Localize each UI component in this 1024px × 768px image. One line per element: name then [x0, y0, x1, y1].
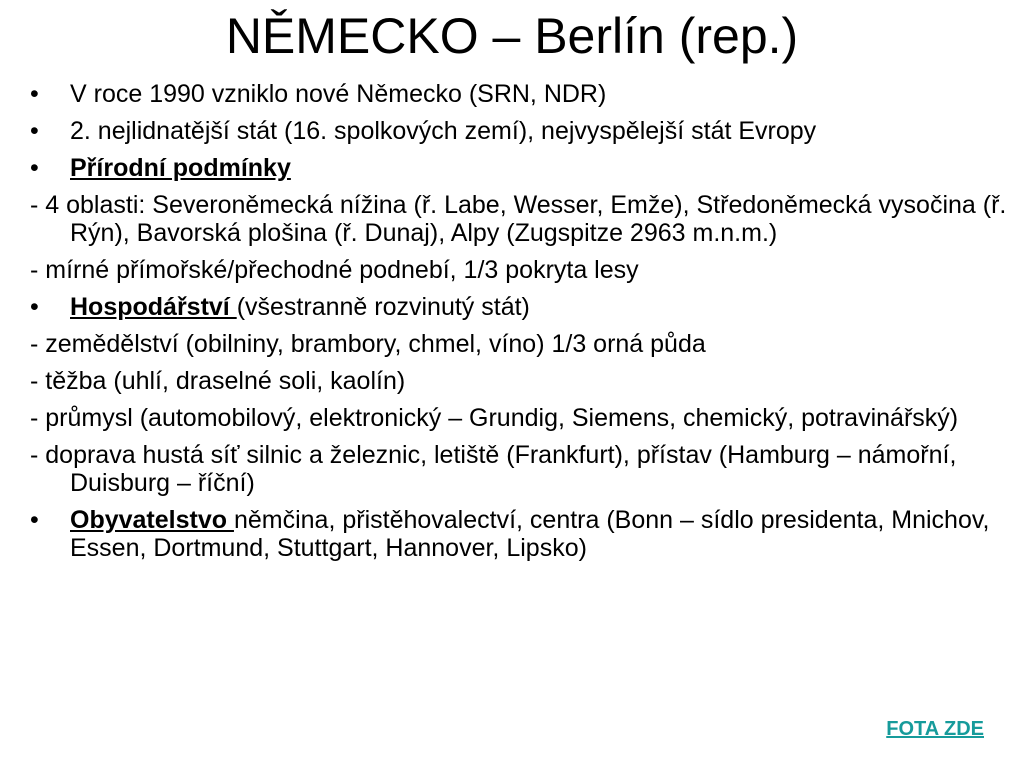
dash-item: - mírné přímořské/přechodné podnebí, 1/3 pokryta lesy [30, 256, 639, 284]
bullet-text: V roce 1990 vzniklo nové Německo (SRN, NDR) [70, 80, 607, 108]
bullet-text: němčina, přistěhovalectví, centra (Bonn – sídlo presidenta, Mnichov, Essen, Dortmund, Stuttgart, Hannover, Lipsko) [70, 506, 990, 562]
photos-link[interactable]: FOTA ZDE [886, 718, 984, 740]
dash-item: - průmysl (automobilový, elektronický – Grundig, Siemens, chemický, potravinářský) [30, 404, 959, 432]
dash-item: - těžba (uhlí, draselné soli, kaolín) [30, 367, 406, 395]
bullet-text: (všestranně rozvinutý stát) [236, 293, 530, 321]
bullet-item [30, 506, 1010, 562]
dash-item: - zemědělství (obilniny, brambory, chmel, víno) 1/3 orná půda [30, 330, 706, 358]
bullet-text: 2. nejlidnatější stát (16. spolkových zemí), nejvyspělejší stát Evropy [70, 117, 817, 145]
bullet-marker: • [30, 293, 39, 321]
bullet-item [30, 117, 1010, 145]
slide-content [30, 80, 1010, 571]
section-heading-obyvatelstvo: Obyvatelstvo [70, 506, 234, 534]
bullet-item [30, 293, 1010, 321]
bullet-marker: • [30, 506, 39, 534]
bullet-item [30, 154, 1010, 182]
section-heading-hospodarstvi: Hospodářství [70, 293, 237, 321]
slide-title: NĚMECKO – Berlín (rep.) [225, 8, 799, 64]
section-heading-prirodni-podminky: Přírodní podmínky [70, 154, 291, 182]
bullet-marker: • [30, 154, 39, 182]
dash-item: - doprava hustá síť silnic a železnic, letiště (Frankfurt), přístav (Hamburg – námořní, Duisburg – říční) [30, 441, 957, 497]
bullet-marker: • [30, 80, 39, 108]
bullet-marker: • [30, 117, 39, 145]
dash-item: - 4 oblasti: Severoněmecká nížina (ř. Labe, Wesser, Emže), Středoněmecká vysočina (ř. Rýn), Bavorská plošina (ř. Dunaj), Alpy (Zugspitze 2963 m.n.m.) [30, 191, 1007, 247]
bullet-item [30, 80, 1010, 108]
